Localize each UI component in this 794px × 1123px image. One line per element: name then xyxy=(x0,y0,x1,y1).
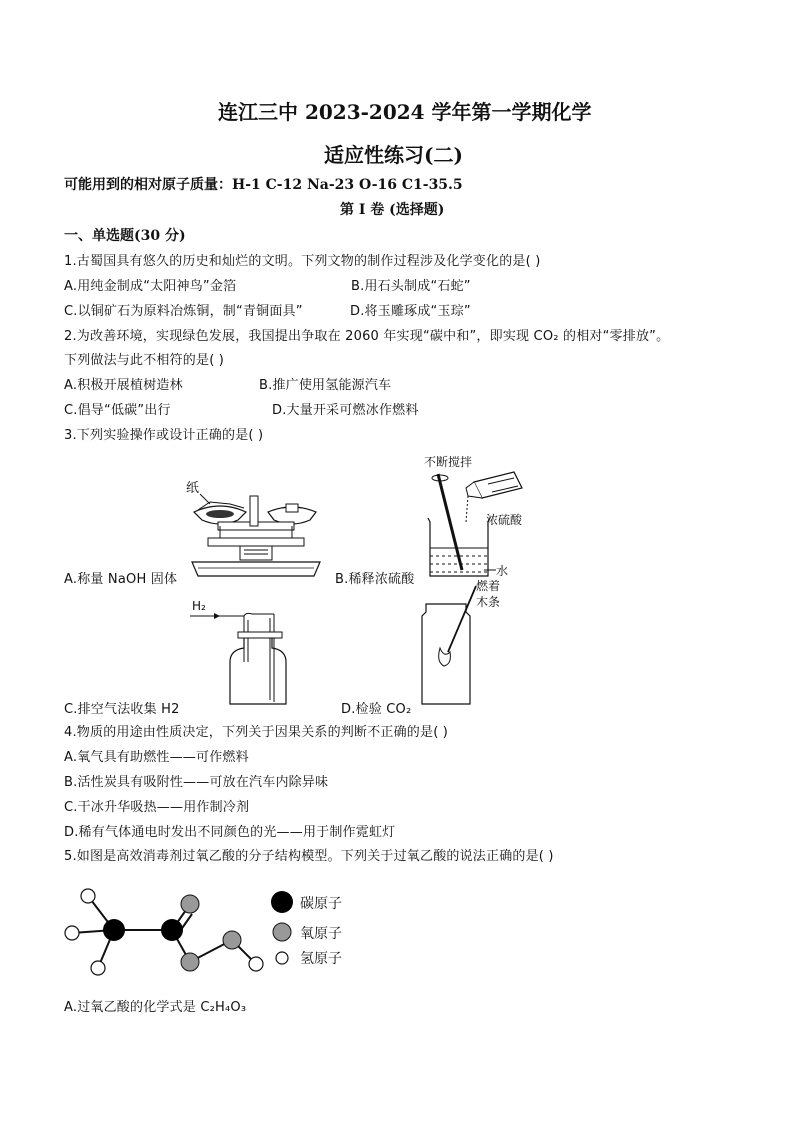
q3-option-c: C.排空气法收集 H2 xyxy=(64,702,180,717)
paper-label: 纸 xyxy=(186,481,200,496)
q4-option-b: B.活性炭具有吸附性——可放在汽车内除异味 xyxy=(64,775,329,790)
legend-oxygen-icon xyxy=(273,923,291,941)
acid-label: 浓硫酸 xyxy=(486,513,523,527)
q5-option-a: A.过氧乙酸的化学式是 C₂H₄O₃ xyxy=(64,1000,247,1015)
carbon-atom xyxy=(103,919,125,941)
volume-title: 第 I 卷 (选择题) xyxy=(340,202,445,218)
section-title: 一、单选题(30 分) xyxy=(64,228,186,244)
q3-option-d: D.检验 CO₂ xyxy=(341,702,412,717)
q2-option-c: C.倡导“低碳”出行 xyxy=(64,403,171,418)
q2-option-b: B.推广使用氢能源汽车 xyxy=(259,378,392,393)
oxygen-atom xyxy=(223,931,241,949)
stick-label: 木条 xyxy=(476,595,501,609)
hydrogen-atom xyxy=(65,926,79,940)
q3-option-b: B.稀释浓硫酸 xyxy=(335,572,415,587)
q1-option-b: B.用石头制成“石蛇” xyxy=(351,279,471,294)
molecule-model-figure xyxy=(60,880,360,980)
q4-option-c: C.干冰升华吸热——用作制冷剂 xyxy=(64,800,250,815)
oxygen-atom xyxy=(181,953,199,971)
carbon-atom xyxy=(161,919,183,941)
title-line-2: 适应性练习(二) xyxy=(324,143,463,167)
q1-option-d: D.将玉雕琢成“玉琮” xyxy=(350,304,471,319)
q4-stem: 4.物质的用途由性质决定，下列关于因果关系的判断不正确的是( ) xyxy=(64,725,449,740)
q4-option-a: A.氧气具有助燃性——可作燃料 xyxy=(64,750,249,765)
hydrogen-atom xyxy=(249,957,263,971)
water-label: 水 xyxy=(496,564,509,578)
legend-carbon-icon xyxy=(271,891,293,913)
legend-carbon-label: 碳原子 xyxy=(300,896,342,912)
hydrogen-atom xyxy=(81,889,95,903)
q5-stem: 5.如图是高效消毒剂过氧乙酸的分子结构模型。下列关于过氧乙酸的说法正确的是( ) xyxy=(64,849,554,864)
burning-stick-figure xyxy=(418,576,518,708)
q1-stem: 1.古蜀国具有悠久的历史和灿烂的文明。下列文物的制作过程涉及化学变化的是( ) xyxy=(64,254,541,269)
legend-hydrogen-label: 氢原子 xyxy=(300,951,342,967)
dilute-acid-figure xyxy=(418,452,548,580)
gas-collection-figure xyxy=(186,596,290,708)
atomic-masses: 可能用到的相对原子质量：H-1 C-12 Na-23 O-16 C1-35.5 xyxy=(64,177,463,193)
stir-label: 不断搅拌 xyxy=(424,455,473,469)
balance-scale-figure xyxy=(180,470,330,582)
legend-oxygen-label: 氧原子 xyxy=(300,926,342,942)
q4-option-d: D.稀有气体通电时发出不同颜色的光——用于制作霓虹灯 xyxy=(64,825,396,840)
burning-label: 燃着 xyxy=(476,579,501,593)
q2-stem-line-2: 下列做法与此不相符的是( ) xyxy=(64,353,225,368)
q3-stem: 3.下列实验操作或设计正确的是( ) xyxy=(64,428,264,443)
q2-option-d: D.大量开采可燃冰作燃料 xyxy=(272,403,419,418)
q3-option-a: A.称量 NaOH 固体 xyxy=(64,572,178,587)
title-line-1: 连江三中 2023-2024 学年第一学期化学 xyxy=(218,100,592,124)
q2-option-a: A.积极开展植树造林 xyxy=(64,378,183,393)
q1-option-c: C.以铜矿石为原料冶炼铜，制“青铜面具” xyxy=(64,304,303,319)
legend-hydrogen-icon xyxy=(276,952,288,964)
oxygen-atom xyxy=(181,895,199,913)
q1-option-a: A.用纯金制成“太阳神鸟”金箔 xyxy=(64,279,237,294)
q2-stem-line-1: 2.为改善环境，实现绿色发展，我国提出争取在 2060 年实现“碳中和”，即实现 CO₂ 的相对“零排放”。 xyxy=(64,329,670,344)
hydrogen-atom xyxy=(91,961,105,975)
h2-label: H₂ xyxy=(192,599,206,613)
